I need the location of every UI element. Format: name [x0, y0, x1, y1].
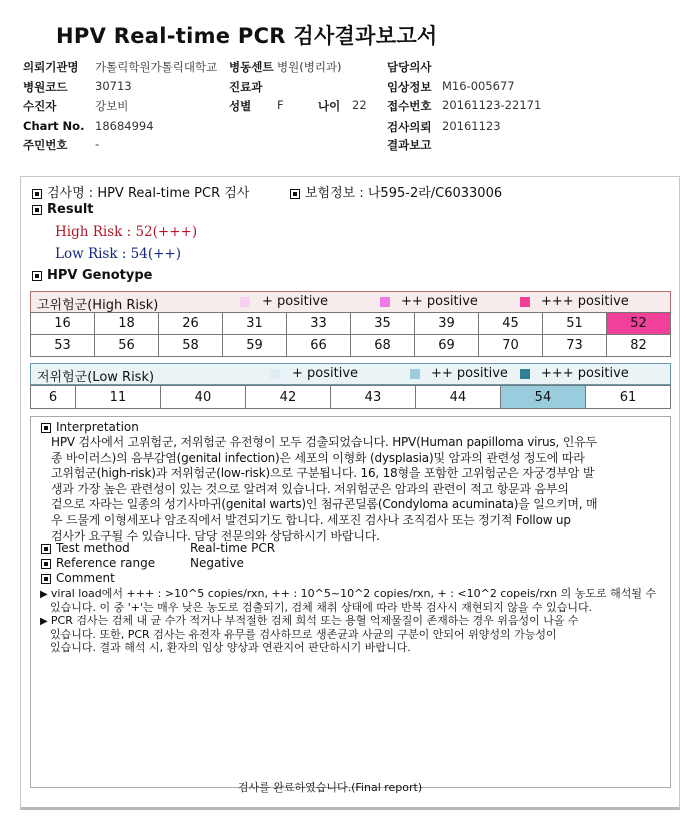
high-risk-legend: [30, 291, 671, 313]
age-value: 22: [352, 98, 367, 112]
comment-heading: [41, 571, 115, 587]
genotype-cell: 26: [159, 313, 223, 335]
chart-no-label: Chart No.: [23, 119, 85, 133]
bullet-square-icon: [41, 544, 51, 554]
clinical-info-value: M16-005677: [442, 79, 515, 93]
bullet-square-icon: [41, 574, 51, 584]
genotype-cell: 73: [543, 335, 607, 357]
interpretation-heading-text: Interpretation: [56, 420, 139, 434]
legend-swatch-plus3: [520, 297, 530, 307]
ward-label: 병동센트: [229, 60, 274, 74]
comment-line: 있습니다. 결과 해석 시, 환자의 임상 양상과 연관지어 판단하시기 바랍니다.: [50, 641, 411, 654]
comment-line: 있습니다. 또한, PCR 검사는 유전자 유무를 검사하므로 생존균과 사균의 구분이 안되어 위양성의 가능성이: [50, 628, 557, 641]
doctor-label: 담당의사: [387, 60, 432, 74]
institution-label: 의뢰기관명: [23, 60, 79, 74]
legend-plus2: ++ positive: [431, 366, 508, 381]
bullet-square-icon: [32, 205, 42, 215]
clinical-info-label: 임상정보: [387, 80, 432, 94]
comment-line: [40, 614, 656, 628]
sex-label: 성별: [229, 99, 252, 113]
legend-plus3: +++ positive: [541, 294, 629, 309]
genotype-cell: 58: [159, 335, 223, 357]
receipt-label: 접수번호: [387, 99, 432, 113]
low-risk-genotype-table: [30, 385, 671, 409]
genotype-row: [31, 386, 671, 409]
legend-swatch-plus: [270, 369, 280, 379]
legend-plus: + positive: [262, 294, 329, 309]
comment-line-text: viral load에서 +++ : >10^5 copies/rxn, ++ : 10^5~10^2 copies/rxn, + : <10^2 copeis/rxn 의 농도로 해석될 수: [50, 587, 657, 600]
genotype-cell: 6: [31, 386, 76, 409]
interpretation-line: 생과 가장 높은 관련성이 있는 것으로 알려져 있습니다. 저위험군은 암과의 관련이 적고 항문과 음부의: [51, 481, 569, 496]
low-risk-label: 저위험군(Low Risk): [37, 370, 155, 385]
genotype-cell: 45: [479, 313, 543, 335]
result-heading: [32, 202, 94, 217]
low-risk-legend: [30, 363, 671, 385]
genotype-cell: 44: [415, 386, 500, 409]
bullet-square-icon: [32, 189, 42, 199]
genotype-cell: 33: [287, 313, 351, 335]
comment-line-text: PCR 검사는 검체 내 균 수가 적거나 부적절한 검체 희석 또는 용혈 억제물질이 존재하는 경우 위음성이 나올 수: [50, 614, 579, 627]
age-label: 나이: [318, 99, 341, 113]
clinic-label: 진료과: [229, 80, 263, 94]
legend-plus2: ++ positive: [401, 294, 478, 309]
interpretation-text: [51, 435, 665, 544]
genotype-cell: 35: [351, 313, 415, 335]
genotype-heading: [32, 268, 152, 283]
id-value: -: [95, 137, 100, 151]
genotype-cell: 40: [160, 386, 245, 409]
genotype-cell: 66: [287, 335, 351, 357]
bullet-square-icon: [32, 271, 42, 281]
high-risk-genotype-table: [30, 312, 671, 357]
result-heading-text: Result: [47, 202, 94, 217]
test-method-value: Real-time PCR: [190, 541, 276, 555]
bullet-square-icon: [290, 189, 300, 199]
insurance-info: [290, 182, 502, 201]
genotype-cell: 70: [479, 335, 543, 357]
genotype-cell: 11: [75, 386, 160, 409]
genotype-cell: 69: [415, 335, 479, 357]
bullet-square-icon: [41, 423, 51, 433]
legend-swatch-plus3: [520, 369, 530, 379]
test-method-row: [41, 541, 130, 557]
reference-label: Reference range: [56, 556, 156, 570]
test-name: [32, 182, 249, 201]
genotype-cell-positive: 54: [500, 386, 585, 409]
arrow-right-icon: ▶: [40, 616, 51, 627]
legend-swatch-plus2: [410, 369, 420, 379]
comment-line: [40, 587, 656, 601]
receipt-value: 20161123-22171: [442, 98, 542, 112]
genotype-row: [31, 313, 671, 335]
test-method-label: Test method: [56, 541, 130, 555]
genotype-cell: 61: [585, 386, 670, 409]
report-title: HPV Real-time PCR 검사결과보고서: [56, 24, 438, 48]
interpretation-line: 고위험군(high-risk)과 저위험군(low-risk)으로 구분됩니다. 16, 18형을 포함한 고위험군은 자궁경부암 발: [51, 466, 595, 481]
hospital-code-label: 병원코드: [23, 80, 68, 94]
request-date-value: 20161123: [442, 119, 501, 133]
institution-value: 가톨릭학원가톨릭대학교: [95, 60, 218, 74]
genotype-cell: 82: [607, 335, 671, 357]
genotype-cell: 18: [95, 313, 159, 335]
report-date-label: 결과보고: [387, 138, 432, 152]
bullet-square-icon: [41, 559, 51, 569]
reference-row: [41, 556, 155, 572]
genotype-cell: 16: [31, 313, 95, 335]
genotype-cell: 42: [245, 386, 330, 409]
genotype-cell: 51: [543, 313, 607, 335]
interpretation-line: 종 바이러스)의 음부감염(genital infection)은 세포의 이형화 (dysplasia)및 암과의 관련성 정도에 따라: [51, 450, 585, 465]
ward-value: 병원(병리과): [277, 60, 342, 74]
arrow-right-icon: ▶: [40, 589, 51, 600]
reference-value: Negative: [190, 556, 244, 570]
genotype-cell: 43: [330, 386, 415, 409]
genotype-cell: 53: [31, 335, 95, 357]
interpretation-heading: [41, 420, 139, 436]
comment-text: [40, 587, 656, 654]
low-risk-result: Low Risk : 54(++): [55, 246, 181, 262]
genotype-heading-text: HPV Genotype: [47, 268, 153, 283]
comment-heading-text: Comment: [56, 571, 115, 585]
id-label: 주민번호: [23, 138, 68, 152]
genotype-cell: 68: [351, 335, 415, 357]
test-name-text: 검사명 : HPV Real-time PCR 검사: [47, 186, 250, 201]
legend-plus: + positive: [292, 366, 359, 381]
genotype-cell: 31: [223, 313, 287, 335]
comment-line: 있습니다. 이 중 '+'는 매우 낮은 농도로 검출되기, 검체 채취 상태에 따라 반복 검사시 재현되지 않을 수 있습니다.: [50, 601, 593, 614]
interpretation-line: 우 드물게 이형세포나 암조직에서 발견되기도 합니다. 세포진 검사나 조직검사 또는 정기적 Follow up: [51, 512, 571, 527]
insurance-text: 보험정보 : 나595-2라/C6033006: [305, 186, 503, 201]
interpretation-line: 검사가 요구될 수 있습니다. 담당 전문의와 상담하시기 바랍니다.: [51, 528, 380, 543]
legend-plus3: +++ positive: [541, 366, 629, 381]
interpretation-line: 겉으로 자라는 일종의 성기사마귀(genital warts)인 첨규콘딜롬(Condyloma acuminata)을 일으키며, 매: [51, 497, 598, 512]
genotype-cell: 56: [95, 335, 159, 357]
interpretation-line: HPV 검사에서 고위험군, 저위험군 유전형이 모두 검출되었습니다. HPV(Human papilloma virus, 인유두: [51, 435, 597, 449]
final-report-footer: 검사를 완료하였습니다.(Final report): [237, 781, 423, 794]
legend-swatch-plus2: [380, 297, 390, 307]
hospital-code-value: 30713: [95, 79, 132, 93]
genotype-cell-positive: 52: [607, 313, 671, 335]
chart-no-value: 18684994: [95, 119, 154, 133]
genotype-row: [31, 335, 671, 357]
legend-swatch-plus: [240, 297, 250, 307]
high-risk-result: High Risk : 52(+++): [55, 224, 198, 240]
genotype-cell: 59: [223, 335, 287, 357]
patient-value: 강보비: [95, 99, 129, 113]
sex-value: F: [277, 98, 284, 112]
high-risk-label: 고위험군(High Risk): [37, 298, 159, 313]
request-date-label: 검사의뢰: [387, 120, 432, 134]
genotype-cell: 39: [415, 313, 479, 335]
patient-label: 수진자: [23, 99, 57, 113]
